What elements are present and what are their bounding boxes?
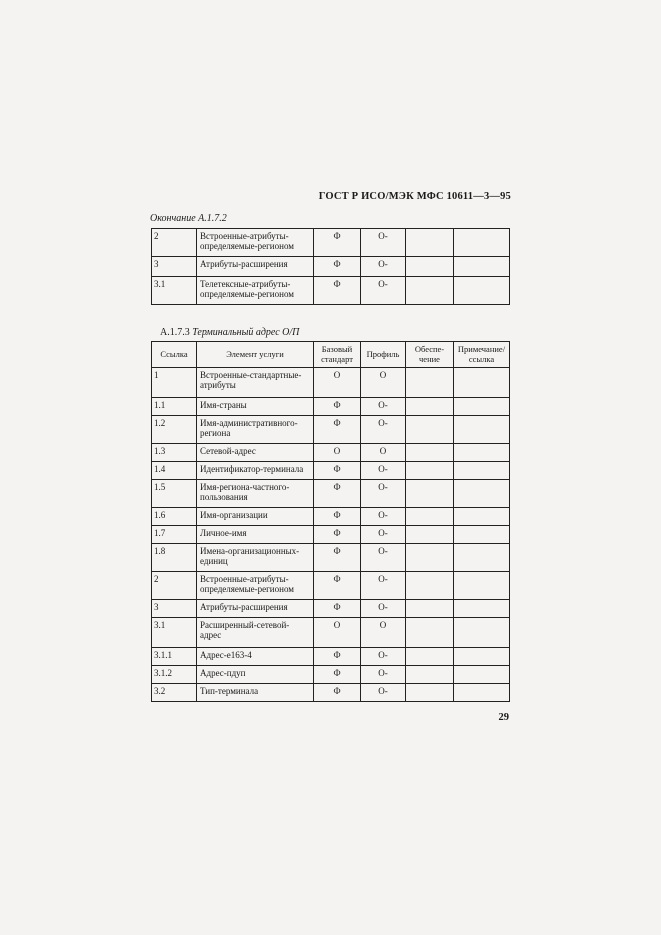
cell-note <box>454 416 510 444</box>
cell-support <box>406 600 454 618</box>
cell-profile: О- <box>361 277 406 305</box>
cell-base-standard: Ф <box>314 544 361 572</box>
cell-support <box>406 277 454 305</box>
cell-support <box>406 666 454 684</box>
page-number: 29 <box>498 712 509 723</box>
cell-note <box>454 600 510 618</box>
cell-ref: 1.4 <box>152 462 197 480</box>
cell-element: Адрес-пдуп <box>197 666 314 684</box>
table-row <box>152 618 510 648</box>
cell-note <box>454 229 510 257</box>
header-profile: Профиль <box>361 342 406 368</box>
cell-element: Имя-административного-региона <box>197 416 314 444</box>
cell-profile: О <box>361 618 406 648</box>
cell-support <box>406 480 454 508</box>
cell-element: Встроенные-атрибуты-определяемые-регионом <box>197 572 314 600</box>
cell-profile: О- <box>361 684 406 702</box>
cell-support <box>406 416 454 444</box>
cell-base-standard: Ф <box>314 666 361 684</box>
cell-profile: О- <box>361 398 406 416</box>
cell-base-standard: Ф <box>314 398 361 416</box>
cell-base-standard: Ф <box>314 229 361 257</box>
cell-note <box>454 526 510 544</box>
cell-ref: 1.2 <box>152 416 197 444</box>
cell-ref: 1.6 <box>152 508 197 526</box>
cell-profile: О- <box>361 544 406 572</box>
cell-base-standard: О <box>314 368 361 398</box>
cell-profile: О <box>361 444 406 462</box>
cell-element: Тип-терминала <box>197 684 314 702</box>
table-row <box>152 257 510 277</box>
table-row <box>152 444 510 462</box>
table-row <box>152 572 510 600</box>
cell-element: Идентификатор-терминала <box>197 462 314 480</box>
cell-base-standard: Ф <box>314 600 361 618</box>
cell-support <box>406 684 454 702</box>
table-row <box>152 666 510 684</box>
cell-base-standard: Ф <box>314 508 361 526</box>
cell-element: Адрес-е163-4 <box>197 648 314 666</box>
cell-ref: 3 <box>152 257 197 277</box>
table-row <box>152 368 510 398</box>
continuation-label: Окончание А.1.7.2 <box>150 213 227 224</box>
table-row <box>152 229 510 257</box>
cell-ref: 3.2 <box>152 684 197 702</box>
cell-profile: О- <box>361 508 406 526</box>
cell-element: Сетевой-адрес <box>197 444 314 462</box>
cell-support <box>406 398 454 416</box>
cell-support <box>406 526 454 544</box>
cell-note <box>454 398 510 416</box>
cell-support <box>406 648 454 666</box>
cell-profile: О- <box>361 416 406 444</box>
cell-support <box>406 508 454 526</box>
header-ref: Ссылка <box>152 342 197 368</box>
cell-profile: О- <box>361 600 406 618</box>
cell-note <box>454 618 510 648</box>
cell-support <box>406 257 454 277</box>
cell-ref: 3 <box>152 600 197 618</box>
cell-support <box>406 444 454 462</box>
table-header-row <box>152 342 510 368</box>
cell-ref: 3.1.1 <box>152 648 197 666</box>
table-terminal-address <box>151 341 510 702</box>
table-row <box>152 648 510 666</box>
cell-element: Имя-страны <box>197 398 314 416</box>
cell-element: Имена-организационных-единиц <box>197 544 314 572</box>
cell-base-standard: Ф <box>314 648 361 666</box>
table-continuation <box>151 228 510 305</box>
cell-ref: 1 <box>152 368 197 398</box>
table-row <box>152 462 510 480</box>
cell-note <box>454 684 510 702</box>
table-row <box>152 398 510 416</box>
header-note: Примечание/ ссылка <box>454 342 510 368</box>
cell-profile: О- <box>361 648 406 666</box>
cell-profile: О- <box>361 572 406 600</box>
cell-base-standard: Ф <box>314 277 361 305</box>
cell-note <box>454 544 510 572</box>
cell-base-standard: Ф <box>314 526 361 544</box>
table-row <box>152 600 510 618</box>
cell-support <box>406 572 454 600</box>
cell-ref: 3.1 <box>152 277 197 305</box>
cell-profile: О- <box>361 462 406 480</box>
cell-profile: О- <box>361 480 406 508</box>
cell-ref: 2 <box>152 229 197 257</box>
cell-ref: 3.1 <box>152 618 197 648</box>
cell-note <box>454 277 510 305</box>
table-row <box>152 508 510 526</box>
cell-element: Встроенные-стандартные-атрибуты <box>197 368 314 398</box>
cell-note <box>454 666 510 684</box>
section-number: А.1.7.3 <box>160 327 190 338</box>
table-row <box>152 684 510 702</box>
cell-base-standard: Ф <box>314 572 361 600</box>
table-row <box>152 416 510 444</box>
cell-element: Расширенный-сетевой-адрес <box>197 618 314 648</box>
cell-element: Телетексные-атрибуты-определяемые-регионом <box>197 277 314 305</box>
header-support: Обеспе-чение <box>406 342 454 368</box>
cell-profile: О- <box>361 229 406 257</box>
cell-base-standard: О <box>314 444 361 462</box>
cell-profile: О <box>361 368 406 398</box>
cell-support <box>406 544 454 572</box>
cell-support <box>406 462 454 480</box>
cell-ref: 1.7 <box>152 526 197 544</box>
cell-ref: 1.5 <box>152 480 197 508</box>
cell-ref: 1.1 <box>152 398 197 416</box>
table-row <box>152 544 510 572</box>
cell-profile: О- <box>361 257 406 277</box>
section-name: Терминальный адрес О/П <box>192 327 300 338</box>
cell-support <box>406 368 454 398</box>
cell-element: Имя-региона-частного-пользования <box>197 480 314 508</box>
cell-element: Атрибуты-расширения <box>197 600 314 618</box>
cell-note <box>454 257 510 277</box>
cell-base-standard: Ф <box>314 257 361 277</box>
cell-note <box>454 462 510 480</box>
table-row <box>152 480 510 508</box>
cell-element: Встроенные-атрибуты-определяемые-регионом <box>197 229 314 257</box>
section-title <box>160 327 299 338</box>
cell-note <box>454 444 510 462</box>
cell-ref: 2 <box>152 572 197 600</box>
cell-note <box>454 480 510 508</box>
cell-base-standard: Ф <box>314 684 361 702</box>
document-code-header: ГОСТ Р ИСО/МЭК МФС 10611—3—95 <box>318 191 511 202</box>
cell-profile: О- <box>361 666 406 684</box>
cell-note <box>454 648 510 666</box>
cell-note <box>454 508 510 526</box>
header-base-standard: Базовый стандарт <box>314 342 361 368</box>
cell-note <box>454 572 510 600</box>
cell-support <box>406 229 454 257</box>
cell-element: Атрибуты-расширения <box>197 257 314 277</box>
cell-base-standard: Ф <box>314 462 361 480</box>
cell-element: Имя-организации <box>197 508 314 526</box>
cell-profile: О- <box>361 526 406 544</box>
cell-ref: 3.1.2 <box>152 666 197 684</box>
cell-base-standard: Ф <box>314 416 361 444</box>
header-element: Элемент услуги <box>197 342 314 368</box>
cell-support <box>406 618 454 648</box>
cell-base-standard: Ф <box>314 480 361 508</box>
cell-base-standard: О <box>314 618 361 648</box>
cell-ref: 1.8 <box>152 544 197 572</box>
cell-ref: 1.3 <box>152 444 197 462</box>
cell-note <box>454 368 510 398</box>
table-row <box>152 526 510 544</box>
table-row <box>152 277 510 305</box>
cell-element: Личное-имя <box>197 526 314 544</box>
